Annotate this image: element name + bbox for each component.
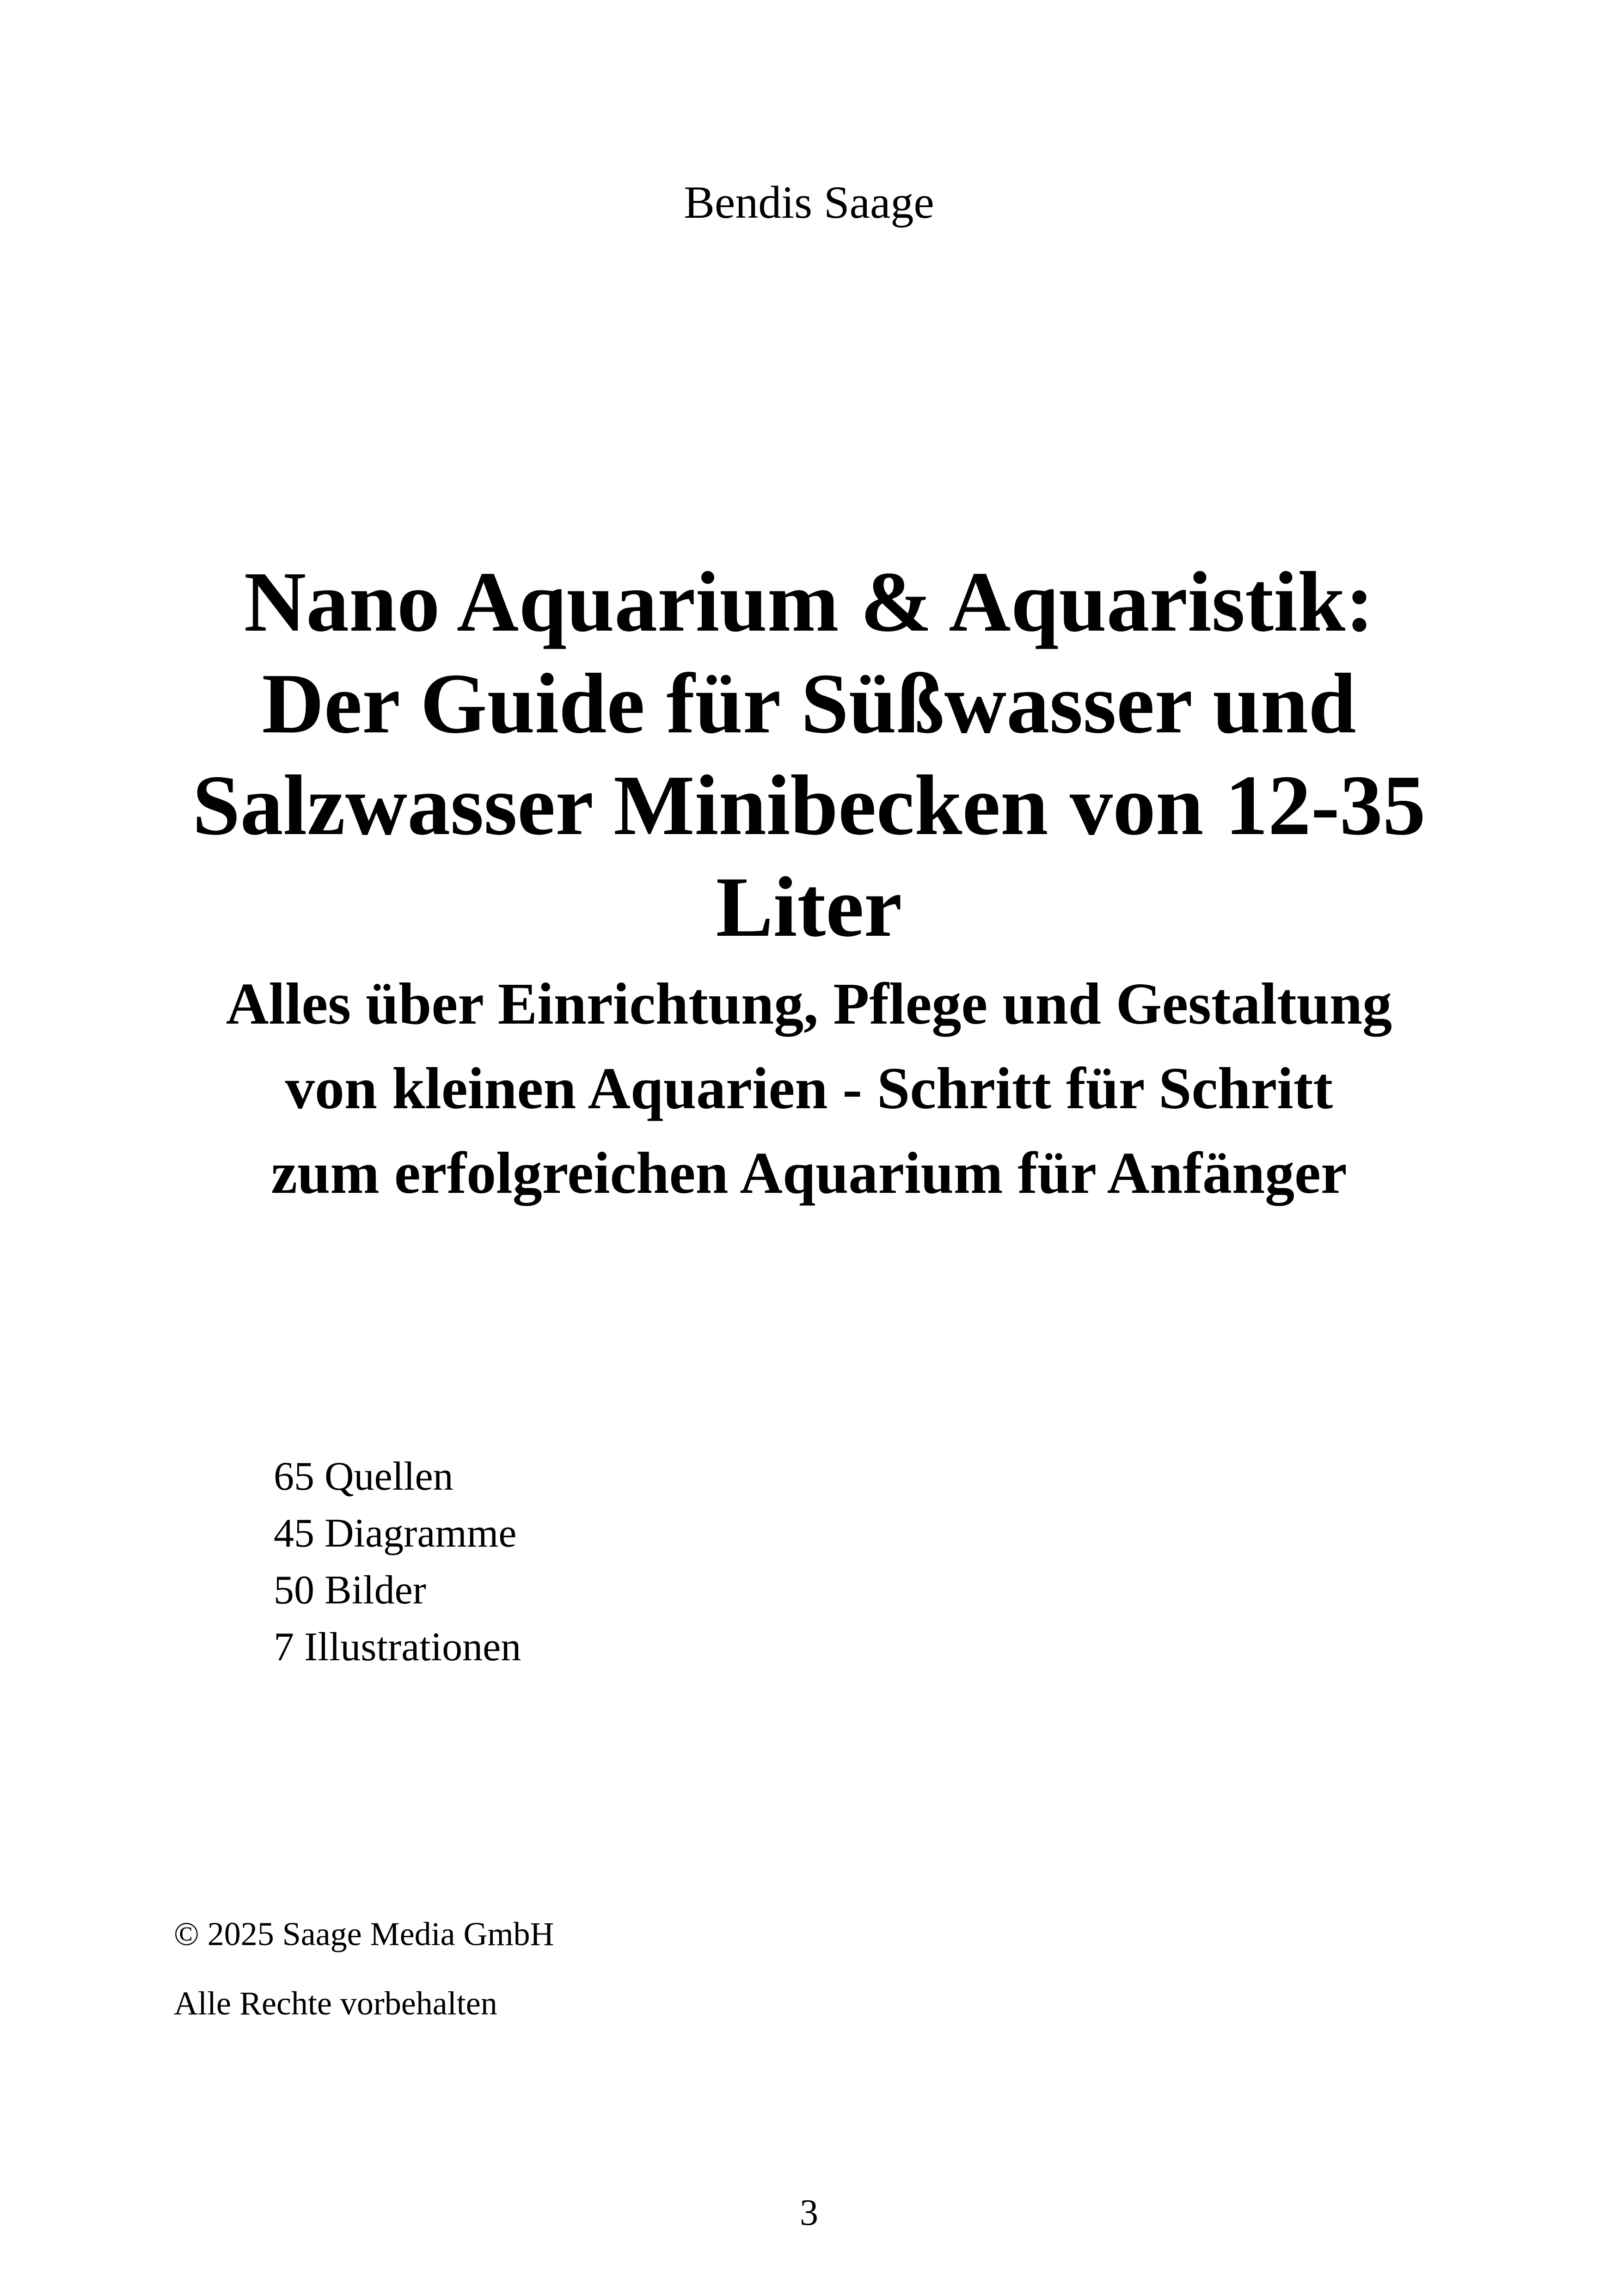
title-line: Nano Aquarium & Aquaristik: bbox=[244, 554, 1374, 650]
subtitle-line: Alles über Einrichtung, Pflege und Gestaltung bbox=[226, 971, 1392, 1037]
page-number: 3 bbox=[800, 2192, 818, 2233]
stat-item-sources: 65 Quellen bbox=[274, 1454, 454, 1499]
stat-item-images: 50 Bilder bbox=[274, 1568, 426, 1613]
stat-item-diagrams: 45 Diagramme bbox=[274, 1511, 517, 1556]
title-line: Salzwasser Minibecken von 12-35 bbox=[192, 758, 1426, 853]
book-title-block bbox=[0, 551, 1618, 1216]
title-line: Der Guide für Süßwasser und bbox=[262, 656, 1356, 751]
title-line: Liter bbox=[716, 859, 902, 955]
subtitle-line: zum erfolgreichen Aquarium für Anfänger bbox=[271, 1140, 1347, 1206]
copyright-notice: © 2025 Saage Media GmbH bbox=[174, 1915, 554, 1952]
rights-notice: Alle Rechte vorbehalten bbox=[174, 1985, 497, 2022]
stat-item-illustrations: 7 Illustrationen bbox=[274, 1625, 521, 1670]
subtitle-line: von kleinen Aquarien - Schritt für Schritt bbox=[285, 1056, 1333, 1121]
book-subtitle-block bbox=[0, 962, 1618, 1216]
book-stats-list bbox=[274, 1448, 521, 1676]
author-name: Bendis Saage bbox=[684, 177, 934, 228]
